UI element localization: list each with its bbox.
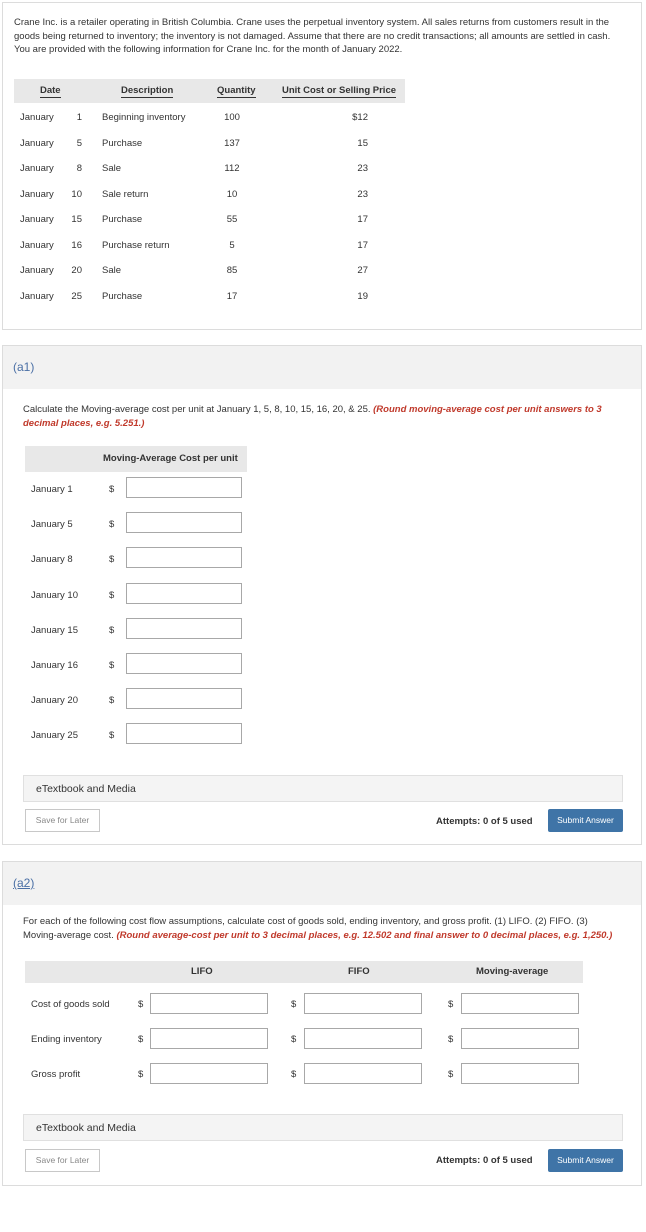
etextbook-media-bar[interactable] (23, 1114, 623, 1141)
question-instruction (23, 915, 623, 942)
table-row (14, 214, 405, 234)
moving-average-cost-input[interactable] (126, 477, 242, 498)
submit-answer-button[interactable]: Submit Answer (548, 809, 623, 832)
answer-row (25, 618, 247, 644)
row-quantity: 112 (224, 163, 240, 174)
table-row (14, 265, 405, 285)
answer-row (25, 1028, 583, 1052)
row-day: 15 (71, 214, 82, 225)
row-day: 5 (76, 137, 82, 149)
row-day: 16 (71, 239, 82, 251)
row-date-label: January 25 (31, 730, 79, 742)
moving-average-cost-input[interactable] (126, 688, 242, 709)
row-date-label: January 1 (31, 484, 73, 495)
row-description: Purchase (102, 214, 143, 225)
submit-answer-button[interactable]: Submit Answer (548, 1149, 623, 1172)
row-description: Sale return (102, 188, 149, 200)
moving-average-cost-input[interactable] (126, 723, 242, 744)
moving-average-cost-input[interactable] (126, 547, 242, 568)
fifo-input[interactable] (304, 1063, 422, 1084)
row-label: Gross profit (31, 1069, 81, 1080)
row-month: January (20, 239, 54, 251)
fifo-input[interactable] (304, 993, 422, 1014)
row-date-label: January 15 (31, 624, 79, 636)
save-for-later-button[interactable]: Save for Later (25, 809, 100, 832)
row-day: 8 (76, 163, 82, 174)
row-day: 10 (71, 188, 82, 200)
row-month: January (20, 137, 54, 149)
row-day: 25 (71, 290, 82, 302)
answer-row (25, 723, 247, 749)
row-date-label: January 8 (31, 554, 73, 566)
row-label: Cost of goods sold (31, 999, 110, 1010)
dollar-sign: $ (109, 484, 115, 495)
dollar-sign: $ (291, 1069, 297, 1080)
row-description: Purchase return (102, 239, 170, 251)
answer-row (25, 653, 247, 679)
dollar-sign: $ (109, 589, 115, 601)
moving-average-cost-input[interactable] (126, 512, 242, 533)
dollar-sign: $ (448, 1034, 454, 1045)
dollar-sign: $ (291, 999, 297, 1010)
row-month: January (20, 265, 54, 276)
etextbook-label: eTextbook and Media (36, 783, 136, 795)
row-unit-cost: 17 (357, 214, 368, 225)
answer-row (25, 993, 583, 1017)
dollar-sign: $ (138, 1034, 144, 1045)
row-quantity: 55 (226, 214, 238, 225)
row-day: 1 (76, 112, 82, 123)
row-month: January (20, 163, 54, 174)
row-month: January (20, 214, 54, 225)
row-unit-cost: 15 (357, 137, 368, 149)
dollar-sign: $ (448, 1069, 454, 1080)
table-row (14, 112, 405, 132)
row-quantity: 137 (224, 137, 240, 149)
attempts-counter: Attempts: 0 of 5 used (436, 1155, 533, 1166)
dollar-sign: $ (138, 999, 144, 1010)
lifo-input[interactable] (150, 1063, 268, 1084)
dollar-sign: $ (109, 624, 115, 636)
moving-average-input[interactable] (461, 993, 579, 1014)
lifo-input[interactable] (150, 993, 268, 1014)
dollar-sign: $ (109, 519, 115, 531)
row-date-label: January 16 (31, 660, 79, 671)
instruction-text: Calculate the Moving-average cost per unit at January 1, 5, 8, 10, 15, 16, 20, & 25. (23, 404, 374, 415)
row-unit-cost: 23 (357, 188, 368, 200)
question-header-band (3, 346, 641, 389)
row-label: Ending inventory (31, 1034, 102, 1045)
moving-average-cost-input[interactable] (126, 653, 242, 674)
header-moving-average: Moving-average (476, 966, 549, 977)
header-moving-average: Moving-Average Cost per unit (103, 453, 238, 464)
lifo-input[interactable] (150, 1028, 268, 1049)
question-instruction (23, 403, 623, 430)
question-label: (a1) (13, 360, 35, 374)
table-row (14, 189, 405, 209)
dollar-sign: $ (291, 1034, 297, 1045)
question-header-band (3, 862, 641, 905)
fifo-input[interactable] (304, 1028, 422, 1049)
row-date-label: January 10 (31, 589, 79, 601)
row-month: January (20, 188, 54, 200)
dollar-sign: $ (109, 554, 115, 566)
rounding-note: (Round moving-average cost per unit answers to 3 decimal places, e.g. 5.251.) (23, 404, 602, 429)
answer-row (25, 547, 247, 573)
header-description: Description (121, 85, 174, 96)
row-date-label: January 5 (31, 519, 73, 531)
table-row (14, 163, 405, 183)
row-unit-cost: 17 (357, 239, 368, 251)
answer-table-header (25, 446, 247, 472)
etextbook-label: eTextbook and Media (36, 1122, 136, 1134)
save-for-later-button[interactable]: Save for Later (25, 1149, 100, 1172)
row-description: Purchase (102, 137, 143, 149)
etextbook-media-bar[interactable] (23, 775, 623, 802)
row-quantity: 100 (224, 112, 240, 123)
dollar-sign: $ (109, 730, 115, 742)
problem-card (2, 2, 642, 330)
answer-row (25, 477, 247, 503)
answer-row (25, 583, 247, 609)
row-unit-cost: 27 (357, 265, 368, 276)
row-description: Purchase (102, 290, 143, 302)
row-quantity: 10 (226, 188, 238, 200)
table-row (14, 291, 405, 311)
header-unit-cost: Unit Cost or Selling Price (282, 85, 397, 96)
row-description: Sale (102, 163, 122, 174)
row-description: Beginning inventory (102, 112, 186, 123)
header-lifo: LIFO (191, 966, 213, 977)
answer-table-header (25, 961, 583, 983)
question-label[interactable]: (a2) (13, 876, 35, 890)
moving-average-cost-input[interactable] (126, 618, 242, 639)
row-date-label: January 20 (31, 695, 79, 707)
header-fifo: FIFO (348, 966, 370, 977)
moving-average-cost-input[interactable] (126, 583, 242, 604)
row-month: January (20, 290, 54, 302)
table-row (14, 240, 405, 260)
question-a2-card (2, 861, 642, 1186)
dollar-sign: $ (138, 1069, 144, 1080)
answer-row (25, 512, 247, 538)
header-date: Date (40, 85, 61, 96)
answer-row (25, 688, 247, 714)
row-description: Sale (102, 265, 122, 276)
question-a1-card (2, 345, 642, 845)
moving-average-input[interactable] (461, 1063, 579, 1084)
answer-row (25, 1063, 583, 1087)
row-month: January (20, 112, 54, 123)
row-quantity: 17 (226, 290, 238, 302)
problem-text: Crane Inc. is a retailer operating in British Columbia. Crane uses the perpetual inventory system. All sales returns from customers result in the goods being returned to inventory; the inventory is not damaged. Assume that there are no credit transactions; all amounts are settled in cash. You are provided with the following information for Crane Inc. for the month of January 2022. (14, 17, 611, 55)
header-quantity: Quantity (217, 85, 256, 96)
instruction-text: For each of the following cost flow assumptions, calculate cost of goods sold, ending inventory, and gross profit. (1) LIFO. (2) FIFO. (3) Moving-average cost. (23, 916, 588, 941)
row-unit-cost: $12 (352, 112, 368, 123)
table-row (14, 138, 405, 158)
dollar-sign: $ (109, 660, 115, 671)
row-quantity: 85 (226, 265, 238, 276)
attempts-counter: Attempts: 0 of 5 used (436, 816, 533, 827)
dollar-sign: $ (448, 999, 454, 1010)
row-unit-cost: 23 (357, 163, 368, 174)
row-day: 20 (71, 265, 82, 276)
row-quantity: 5 (229, 239, 235, 251)
rounding-note: (Round average-cost per unit to 3 decimal places, e.g. 12.502 and final answer to 0 decimal places, e.g. 1,250.) (116, 929, 613, 941)
table-header (14, 79, 405, 103)
dollar-sign: $ (109, 695, 115, 707)
row-unit-cost: 19 (357, 290, 368, 302)
moving-average-input[interactable] (461, 1028, 579, 1049)
